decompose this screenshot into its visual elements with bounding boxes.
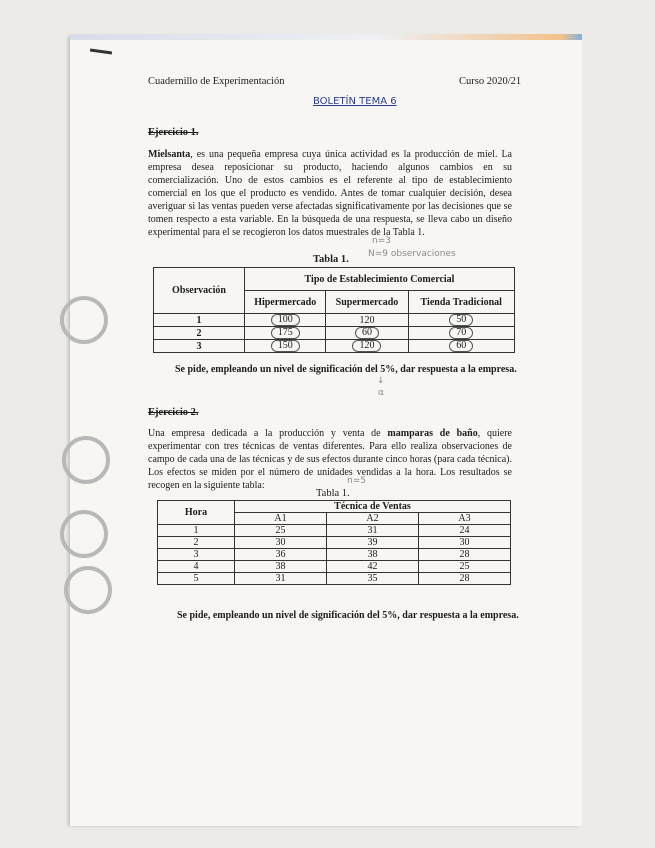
ex2-cell: 28 xyxy=(419,573,511,585)
ex1-obs: 1 xyxy=(154,314,245,327)
ex1-cell: 120 xyxy=(359,314,375,326)
table-row xyxy=(154,340,515,353)
table-row xyxy=(158,573,511,585)
handwritten-title: BOLETÍN TEMA 6 xyxy=(313,96,397,107)
table-row xyxy=(158,537,511,549)
ex1-row-header: Observación xyxy=(154,268,245,314)
ex2-ask: Se pide, empleando un nivel de significación del 5%, dar respuesta a la empresa. xyxy=(177,610,519,621)
ex2-hour: 4 xyxy=(158,561,235,573)
ex2-title: Ejercicio 2. xyxy=(148,407,199,418)
handwritten-n9: N=9 observaciones xyxy=(368,249,456,259)
table-row xyxy=(154,327,515,340)
ex2-cell: 30 xyxy=(419,537,511,549)
ex2-cell: 39 xyxy=(327,537,419,549)
ex1-col-header: Hipermercado xyxy=(245,291,326,314)
ex1-cell: 150 xyxy=(271,340,300,352)
ex2-cell: 31 xyxy=(327,525,419,537)
ex1-obs: 3 xyxy=(154,340,245,353)
ex1-paragraph xyxy=(148,148,512,239)
ex2-table-caption: Tabla 1. xyxy=(316,488,350,499)
ex1-brand: Mielsanta xyxy=(148,149,191,160)
ex1-title: Ejercicio 1. xyxy=(148,127,199,138)
ex2-cell: 24 xyxy=(419,525,511,537)
ex1-cell: 60 xyxy=(355,327,379,339)
ex2-cell: 35 xyxy=(327,573,419,585)
header-left: Cuadernillo de Experimentación xyxy=(148,76,285,87)
ex2-bold: mamparas de baño xyxy=(387,428,478,439)
ex1-table xyxy=(153,267,515,353)
ex2-cell: 28 xyxy=(419,549,511,561)
ex2-hour: 3 xyxy=(158,549,235,561)
table-row xyxy=(154,314,515,327)
ex2-hour: 2 xyxy=(158,537,235,549)
handwritten-arrow: ↓ xyxy=(377,376,385,386)
ex2-text-before: Una empresa dedicada a la producción y venta de xyxy=(148,428,388,439)
ex2-paragraph xyxy=(148,427,512,492)
ex2-cell: 25 xyxy=(235,525,327,537)
table-row xyxy=(158,549,511,561)
ex1-group-header: Tipo de Establecimiento Comercial xyxy=(245,268,515,291)
ex1-cell: 70 xyxy=(449,327,473,339)
ex2-table xyxy=(157,500,511,585)
ex2-col-header: A1 xyxy=(235,513,327,525)
ex2-cell: 42 xyxy=(327,561,419,573)
ex1-cell: 100 xyxy=(271,314,300,326)
ex2-cell: 38 xyxy=(327,549,419,561)
ex2-cell: 36 xyxy=(235,549,327,561)
ex2-cell: 30 xyxy=(235,537,327,549)
ex2-cell: 31 xyxy=(235,573,327,585)
binder-ring xyxy=(60,296,108,344)
ex2-text-after: , quiere experimentar con tres técnicas de ventas diferentes. Para ello realiza observaciones de campo de cada una de las técnicas y de sus efectos durante cinco horas (para cada técnica). Los efectos se miden por el número de unidades vendidas a la hora. Los resultados se recogen en la siguiente tabla: xyxy=(148,428,512,491)
ex2-hour: 1 xyxy=(158,525,235,537)
ex2-row-header: Hora xyxy=(158,501,235,525)
ex2-cell: 25 xyxy=(419,561,511,573)
binder-ring xyxy=(60,510,108,558)
ex1-cell: 175 xyxy=(271,327,300,339)
ex1-col-header: Supermercado xyxy=(326,291,408,314)
table-row xyxy=(158,525,511,537)
ex1-col-header: Tienda Tradicional xyxy=(408,291,514,314)
handwritten-n5: n=5 xyxy=(347,476,366,486)
handwritten-n3: n=3 xyxy=(372,236,391,246)
ex1-cell: 50 xyxy=(449,314,473,326)
ex2-hour: 5 xyxy=(158,573,235,585)
ex1-ask: Se pide, empleando un nivel de significación del 5%, dar respuesta a la empresa. xyxy=(175,364,517,375)
ex2-col-header: A3 xyxy=(419,513,511,525)
ex2-group-header: Técnica de Ventas xyxy=(235,501,511,513)
table-row xyxy=(158,561,511,573)
ex1-cell: 120 xyxy=(352,340,381,352)
ex1-table-caption: Tabla 1. xyxy=(313,254,349,265)
top-edge-band xyxy=(70,34,582,40)
ex1-obs: 2 xyxy=(154,327,245,340)
header-right: Curso 2020/21 xyxy=(459,76,522,87)
handwritten-alpha: α xyxy=(378,388,384,398)
ex2-cell: 38 xyxy=(235,561,327,573)
binder-ring xyxy=(62,436,110,484)
binder-ring xyxy=(64,566,112,614)
ex1-text: , es una pequeña empresa cuya única actividad es la producción de miel. La empresa desea reposicionar su producto, haciendo algunos cambios en su comercialización. Uno de estos cambios es el referente al tipo de establecimiento comercial en los que el producto es vendido. Antes de tomar cualquier decisión, desea averiguar si las ventas pueden verse afectadas significativamente por las decisiones que se tomen respecto a esta variable. En la búsqueda de una respuesta, se lleva cabo un diseño experimental para el se recogieron los datos muestrales de la Tabla 1. xyxy=(148,149,512,238)
ex2-col-header: A2 xyxy=(327,513,419,525)
ex1-cell: 60 xyxy=(449,340,473,352)
